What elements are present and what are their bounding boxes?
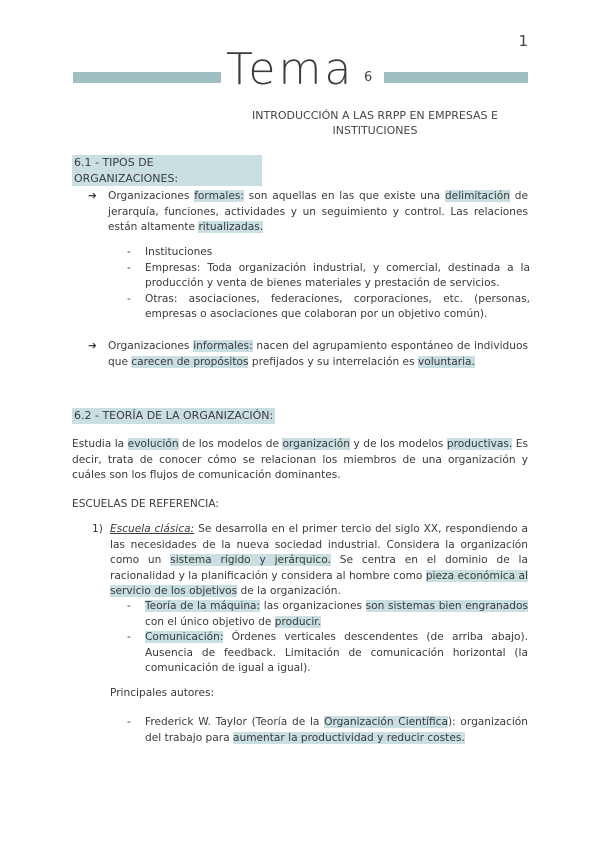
title-bar-right: [384, 72, 528, 83]
formales-sublist: [127, 245, 530, 323]
list-item: - Otras: asociaciones, federaciones, corporaciones, etc. (personas, empresas o asociaciones que colaboran por un objetivo común).: [127, 292, 530, 323]
autores-label: Principales autores:: [110, 687, 215, 699]
page-title: Tema: [222, 48, 358, 92]
escuela-clasica-sublist: [127, 599, 528, 677]
list-item-informales: ➔ Organizaciones informales: nacen del agrupamiento espontáneo de individuos que carecen de propósitos prefijados y su interrelación es voluntaria.: [88, 340, 528, 368]
escuela-clasica: 1) Escuela clásica: Se desarrolla en el primer tercio del siglo XX, respondiendo a las necesidades de la nueva sociedad industrial. Considera la organización como un sistema rígido y jerárquico. Se centra en el dominio de la racionalidad y la planificación y considera al hombre como pieza económica al servicio de los objetivos de la organización.: [92, 523, 529, 597]
arrow-icon: ➔: [88, 190, 97, 202]
escuelas-label: ESCUELAS DE REFERENCIA:: [72, 498, 219, 510]
list-item-maquina: - Teoría de la máquina: las organizaciones son sistemas bien engranados con el único objetivo de producir.: [127, 599, 528, 630]
list-item-taylor: - Frederick W. Taylor (Teoría de la Organización Científica): organización del trabajo para aumentar la productividad y reducir costes.: [127, 715, 528, 746]
page-subtitle: INTRODUCCIÓN A LAS RRPP EN EMPRESAS E INSTITUCIONES: [252, 109, 498, 137]
topic-number: 6: [364, 70, 373, 85]
list-item: - Instituciones: [127, 245, 530, 261]
list-item-comunicacion: - Comunicación: Órdenes verticales descendentes (de arriba abajo). Ausencia de feedback. Limitación de comunicación horizontal (la comunicación de igual a igual).: [127, 630, 528, 677]
page-number: 1: [518, 32, 528, 50]
list-item-formales: ➔ Organizaciones formales: son aquellas en las que existe una delimitación de jerarquía, funciones, actividades y un seguimiento y control. Las relaciones están altamente ritualizadas.: [88, 190, 528, 233]
autores-list: [127, 715, 528, 746]
title-bar-left: [73, 72, 221, 83]
arrow-icon: ➔: [88, 340, 97, 352]
list-item: - Empresas: Toda organización industrial, y comercial, destinada a la producción y venta de bienes materiales y prestación de servicios.: [127, 261, 530, 292]
section-heading-6-1: 6.1 - TIPOS DE ORGANIZACIONES:: [72, 155, 262, 186]
section-heading-6-2: 6.2 - TEORÍA DE LA ORGANIZACIÓN:: [74, 409, 274, 422]
section-intro-paragraph: Estudia la evolución de los modelos de organización y de los modelos productivas. Es decir, trata de conocer cómo se relacionan los miembros de una organización y cuáles son los flujos de comunicación dominantes.: [72, 438, 528, 481]
